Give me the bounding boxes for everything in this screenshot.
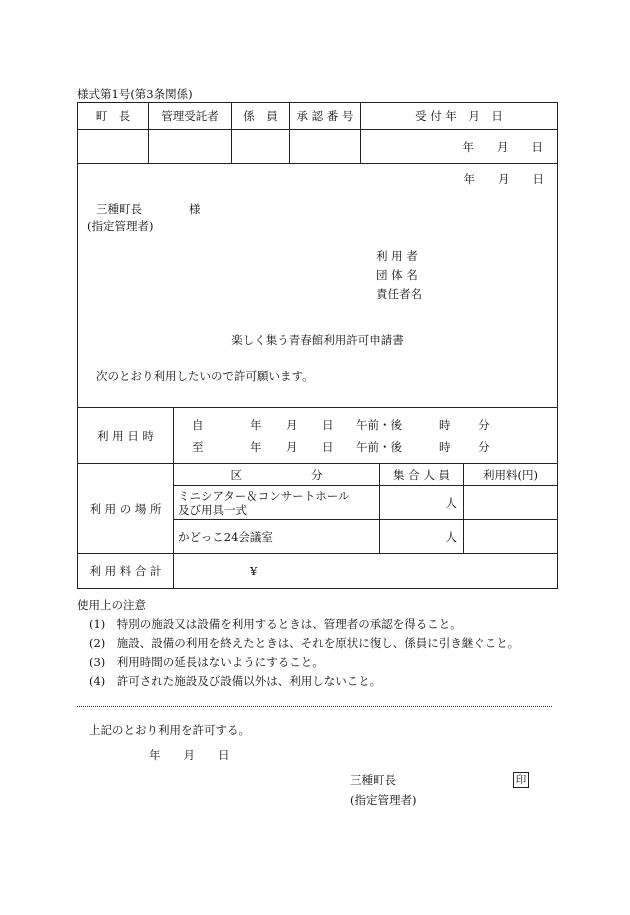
town-head-header: 町 長 bbox=[78, 103, 149, 130]
to-hour: 時 bbox=[439, 440, 451, 454]
approval-number-header: 承 認 番 号 bbox=[290, 103, 361, 130]
staff-header: 係 員 bbox=[232, 103, 290, 130]
usage-table bbox=[77, 407, 558, 589]
place-theater-line2: 及び用具一式 bbox=[178, 502, 247, 517]
manager-header: 管理受託者 bbox=[149, 103, 232, 130]
note-item-1: (1) 特別の施設又は設備を利用するときは、管理者の承認を得ること。 bbox=[89, 617, 462, 631]
place-theater-line1: ミニシアター＆コンサートホール bbox=[178, 488, 350, 503]
from-day: 日 bbox=[322, 418, 334, 432]
from-month: 月 bbox=[286, 418, 298, 432]
meeting-fee-cell[interactable] bbox=[464, 520, 558, 554]
from-year: 年 bbox=[250, 418, 262, 432]
note-item-3: (3) 利用時間の延長はないようにすること。 bbox=[89, 655, 324, 669]
usage-place-label: 利 用 の 場 所 bbox=[78, 464, 174, 554]
application-box bbox=[77, 163, 558, 407]
to-ampm: 午前・後 bbox=[356, 440, 402, 454]
responsible-person-label: 責任者名 bbox=[376, 287, 422, 301]
permission-text: 上記のとおり利用を許可する。 bbox=[89, 723, 250, 737]
addressee-alt: (指定管理者) bbox=[87, 219, 154, 233]
received-date-header: 受 付 年 月 日 bbox=[361, 103, 558, 130]
place-row-theater bbox=[174, 486, 380, 520]
place-row-meeting-room: かどっこ24会議室 bbox=[174, 520, 380, 554]
people-header: 集 合 人 員 bbox=[380, 464, 464, 486]
from-minute: 分 bbox=[478, 418, 490, 432]
notes-heading: 使用上の注意 bbox=[77, 598, 146, 612]
from-hour: 時 bbox=[439, 418, 451, 432]
from-label: 自 bbox=[192, 418, 204, 432]
approval-table bbox=[77, 102, 558, 164]
to-month: 月 bbox=[286, 440, 298, 454]
application-body: 次のとおり利用したいので許可願います。 bbox=[96, 369, 314, 383]
usage-datetime-cell[interactable] bbox=[174, 408, 558, 464]
usage-datetime-label: 利 用 日 時 bbox=[78, 408, 174, 464]
note-item-2: (2) 施設、設備の利用を終えたときは、それを原状に復し、係員に引き継ぐこと。 bbox=[89, 636, 520, 650]
from-ampm: 午前・後 bbox=[356, 418, 402, 432]
to-label: 至 bbox=[192, 440, 204, 454]
divider-dotted bbox=[77, 706, 552, 707]
staff-stamp-cell[interactable] bbox=[232, 130, 290, 164]
fee-header: 利用料(円) bbox=[464, 464, 558, 486]
manager-stamp-cell[interactable] bbox=[149, 130, 232, 164]
document-title: 楽しく集う青春館利用許可申請書 bbox=[231, 333, 404, 347]
total-fee-label: 利 用 料 合 計 bbox=[78, 554, 174, 589]
town-head-stamp-cell[interactable] bbox=[78, 130, 149, 164]
addressee: 三種町長 bbox=[96, 202, 142, 216]
meeting-people-cell[interactable]: 人 bbox=[380, 520, 464, 554]
theater-fee-cell[interactable] bbox=[464, 486, 558, 520]
to-day: 日 bbox=[322, 440, 334, 454]
group-name-label: 団 体 名 bbox=[376, 268, 418, 282]
note-item-4: (4) 許可された施設及び設備以外は、利用しないこと。 bbox=[89, 674, 382, 688]
division-header: 区 分 bbox=[174, 464, 380, 486]
applicant-label: 利 用 者 bbox=[376, 249, 418, 263]
theater-people-cell[interactable]: 人 bbox=[380, 486, 464, 520]
received-date-cell[interactable]: 年 月 日 bbox=[361, 130, 558, 164]
addressee-honorific: 様 bbox=[189, 202, 201, 216]
total-fee-cell[interactable]: ¥ bbox=[174, 554, 558, 589]
approval-number-cell[interactable] bbox=[290, 130, 361, 164]
form-number: 様式第1号(第3条関係) bbox=[77, 87, 193, 101]
permission-signer-alt: (指定管理者) bbox=[350, 793, 417, 807]
to-year: 年 bbox=[250, 440, 262, 454]
permission-signer: 三種町長 bbox=[350, 773, 396, 787]
application-date[interactable]: 年 月 日 bbox=[463, 172, 544, 186]
permission-date[interactable]: 年 月 日 bbox=[149, 748, 230, 762]
seal-mark: 印 bbox=[513, 772, 529, 788]
to-minute: 分 bbox=[478, 440, 490, 454]
